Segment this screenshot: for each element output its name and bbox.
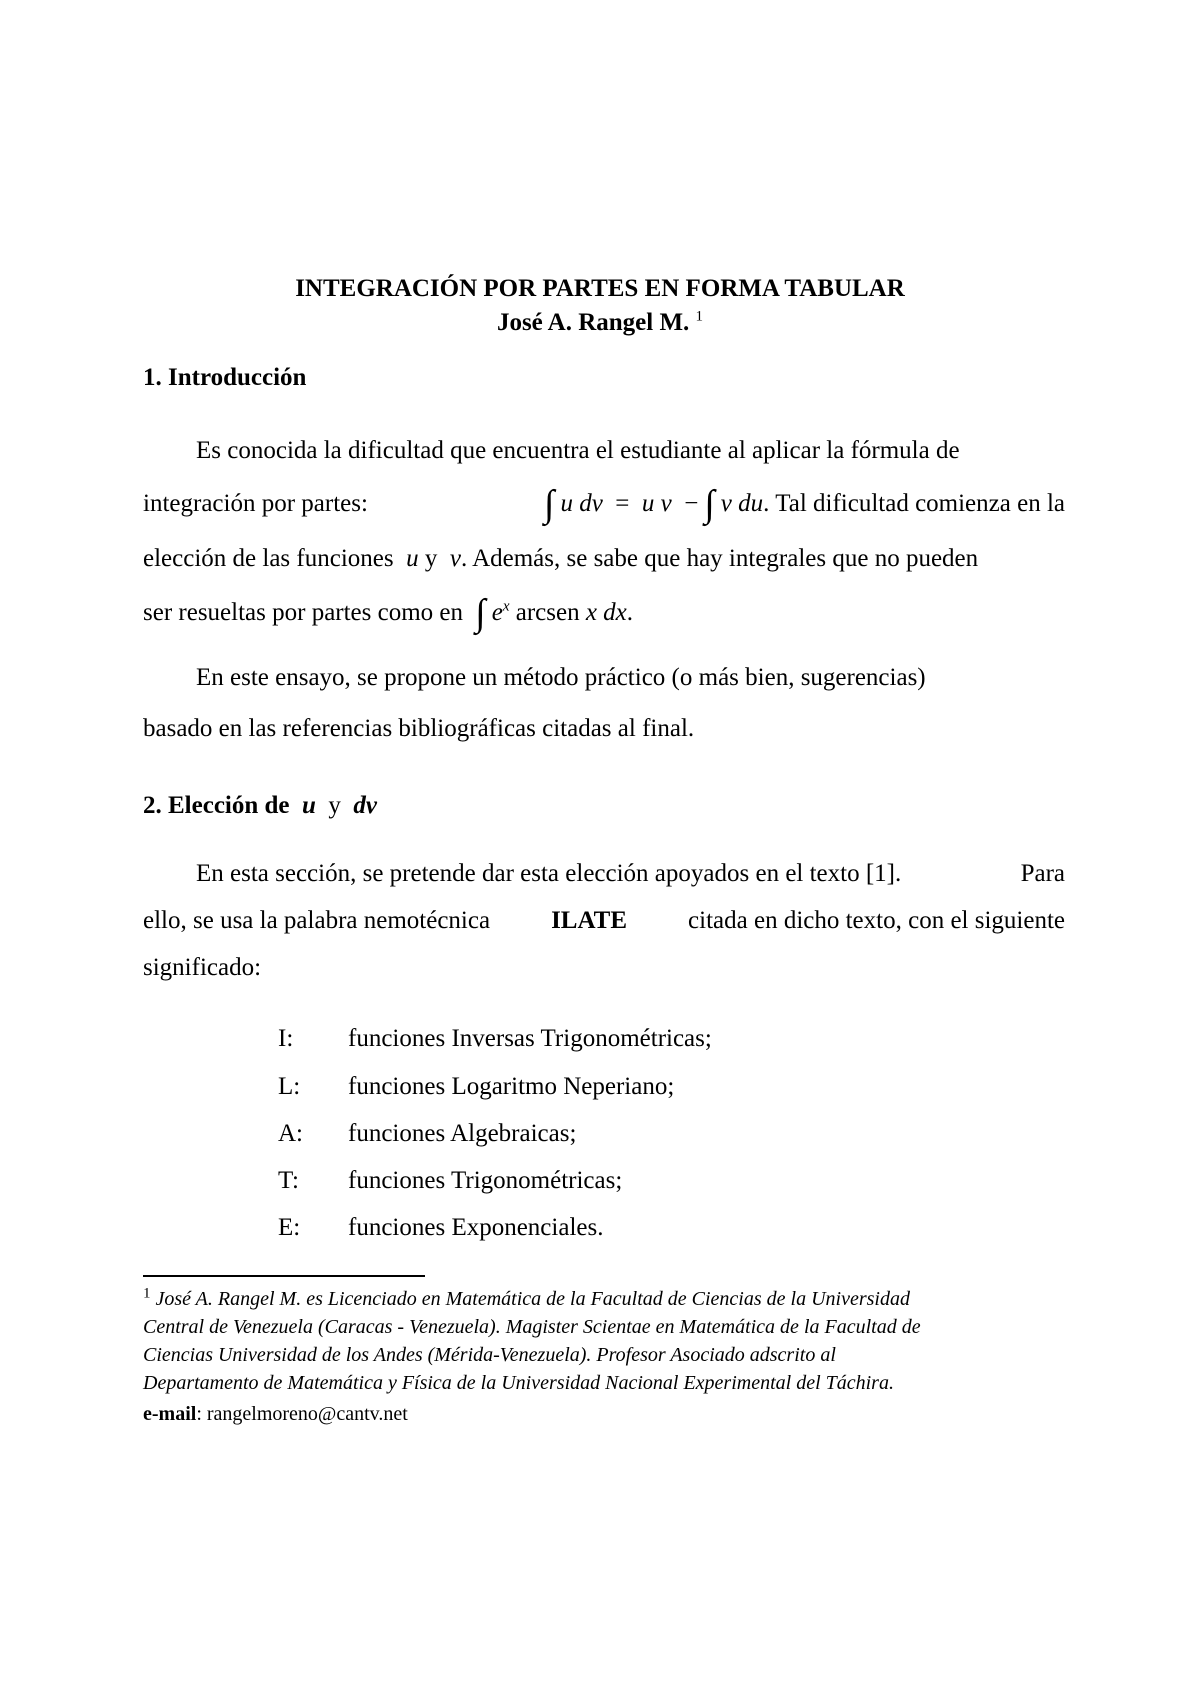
intro-text-fragment: . Tal dificultad comienza en la: [763, 490, 1065, 517]
paper-title: INTEGRACIÓN POR PARTES EN FORMA TABULAR: [295, 275, 905, 302]
ilate-list-item: [278, 1073, 674, 1101]
formula-operator: −: [684, 490, 699, 517]
email-label: e-mail: [143, 1403, 197, 1425]
math-exponent-x: x: [502, 598, 510, 615]
ilate-list-item: [278, 1167, 622, 1195]
formula-term: v du: [720, 490, 764, 517]
intro-text-fragment: . Además, se sabe que hay integrales que no pueden: [460, 545, 979, 572]
formula-operator: =: [615, 490, 630, 517]
integral-sign: ∫: [544, 483, 555, 525]
author-name: José A. Rangel M.: [496, 309, 690, 336]
intro-text-fragment: elección de las funciones: [143, 545, 394, 572]
math-e: e: [491, 599, 503, 626]
sec2-text-fragment: citada en dicho texto, con el siguiente: [688, 907, 1065, 934]
list-key: T:: [278, 1167, 299, 1194]
math-u: u: [406, 545, 419, 572]
ilate-word: ILATE: [551, 907, 628, 934]
ilate-list-item: [278, 1214, 603, 1242]
math-xdx: x dx: [585, 599, 627, 626]
section-2-heading: [143, 792, 377, 820]
intro-text-fragment: ser resueltas por partes como en: [143, 599, 464, 626]
list-text: funciones Logaritmo Neperiano;: [348, 1073, 675, 1100]
sec2-text-fragment: Para: [1020, 860, 1065, 887]
footnote-mark: 1: [143, 1285, 151, 1302]
list-key: L:: [278, 1073, 301, 1100]
heading-text: 2. Elección de: [143, 792, 290, 819]
list-text: funciones Trigonométricas;: [348, 1167, 623, 1194]
intro-p2-line-1: En este ensayo, se propone un método práctico (o más bien, sugerencias): [196, 664, 926, 691]
formula-term: u dv: [560, 490, 603, 517]
ilate-list-item: [278, 1120, 576, 1148]
list-text: funciones Exponenciales.: [348, 1214, 604, 1241]
email-address: : rangelmoreno@cantv.net: [196, 1403, 408, 1425]
footnote-line-1: [143, 1285, 1065, 1311]
math-arcsen: arcsen: [515, 599, 580, 626]
formula-term: u v: [641, 490, 672, 517]
list-text: funciones Inversas Trigonométricas;: [348, 1025, 712, 1052]
intro-p1-line-4: [143, 592, 1065, 634]
heading-text: y: [328, 792, 341, 819]
paper-author: [0, 308, 1200, 338]
sec2-p1-line-1: [196, 860, 1065, 888]
intro-p1-line-3: [143, 545, 1065, 573]
math-v: v: [449, 545, 461, 572]
math-u: u: [302, 792, 316, 819]
ilate-list-item: [278, 1025, 712, 1053]
sec2-text-fragment: En esta sección, se pretende dar esta elección apoyados en el texto [1].: [196, 860, 902, 887]
intro-text-fragment: integración por partes:: [143, 490, 368, 517]
section-1-heading: 1. Introducción: [143, 364, 307, 391]
list-text: funciones Algebraicas;: [348, 1120, 577, 1147]
footnote-line-4: Departamento de Matemática y Física de la Universidad Nacional Experimental del Táchira.: [143, 1372, 894, 1394]
sec2-p1-line-2: [143, 907, 1065, 935]
list-key: E:: [278, 1214, 301, 1241]
list-key: I:: [278, 1025, 294, 1052]
footnote-text: José A. Rangel M. es Licenciado en Matemática de la Facultad de Ciencias de la Universidad: [155, 1288, 910, 1310]
intro-text-fragment: .: [626, 599, 634, 626]
integral-sign: ∫: [704, 483, 715, 525]
intro-p1-line-2: [143, 483, 1065, 525]
math-dv: dv: [353, 792, 378, 819]
sec2-p1-line-3: significado:: [143, 954, 262, 981]
footnote-divider: [143, 1275, 425, 1277]
footnote-email: [143, 1403, 408, 1426]
intro-p1-line-1: Es conocida la dificultad que encuentra el estudiante al aplicar la fórmula de: [196, 437, 960, 464]
by-parts-formula: [538, 483, 1065, 525]
list-key: A:: [278, 1120, 303, 1147]
integral-sign: ∫: [475, 592, 486, 634]
footnote-line-3: Ciencias Universidad de los Andes (Mérida-Venezuela). Profesor Asociado adscrito al: [143, 1344, 836, 1366]
intro-p2-line-2: basado en las referencias bibliográficas citadas al final.: [143, 715, 695, 742]
author-footnote-mark: 1: [695, 308, 704, 325]
sec2-text-fragment: ello, se usa la palabra nemotécnica: [143, 907, 491, 934]
intro-text-fragment: y: [424, 545, 438, 572]
footnote-line-2: Central de Venezuela (Caracas - Venezuela). Magister Scientae en Matemática de la Facultad de: [143, 1316, 921, 1338]
